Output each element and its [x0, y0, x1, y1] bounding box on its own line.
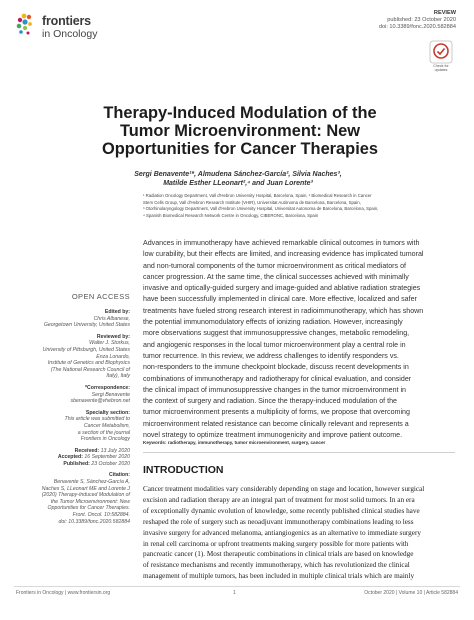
title-line: Opportunities for Cancer Therapies [102, 140, 378, 158]
footer-journal-link[interactable]: Frontiers in Oncology | www.frontiersin.org [16, 590, 111, 596]
abstract-line: Advances in immunotherapy have achieved remarkable clinical outcomes in tumors with [143, 239, 420, 247]
citation-line: (2020) Therapy-Induced Modulation of [41, 492, 130, 499]
abstract-line: cancer progression. At the same time, the clinical successes achieved with minimally [143, 272, 409, 281]
correspondence-email[interactable]: sbenavente@vhebron.net [70, 398, 130, 405]
frontiers-logo-icon [14, 12, 40, 38]
keywords-divider [143, 452, 455, 453]
intro-line: in renal cell carcinoma or upfront treatments making surgery possible for more patients with [143, 539, 409, 548]
abstract-line: non-responders to the immune checkpoint blockade, discuss recent developments in [143, 363, 409, 372]
footer-issue-info: October 2020 | Volume 10 | Article 582884 [364, 590, 458, 596]
correspondence-name: Sergi Benavente [91, 391, 130, 398]
reviewer-line: Enza Lonardo, [96, 353, 130, 360]
correspondence-info [20, 392, 130, 405]
reviewer-line: (The National Research Council of [50, 366, 130, 373]
received-row [20, 448, 130, 455]
reviewer-line: University of Pittsburgh, United States [42, 346, 130, 353]
abstract-line: invasive and optically-guided surgery and image-guided and ablative radiation strategies [143, 284, 421, 293]
edited-by-label: Edited by: [104, 309, 130, 315]
reviewed-by-label: Reviewed by: [96, 333, 130, 340]
specialty-line: This article was submitted to [64, 416, 130, 423]
journal-name: in Oncology [42, 28, 98, 40]
accepted-row [20, 454, 130, 461]
intro-line: of exceptionally dynamic evolution of knowledge, some recently published clinical studies have [143, 506, 420, 515]
accepted-date: 16 September 2020 [84, 454, 130, 461]
citation-line: the Tumor Microenvironment: New [50, 498, 130, 505]
article-type: REVIEW [433, 10, 456, 16]
reviewer-line: Walter J. Storkus, [89, 340, 130, 347]
editor-info [20, 316, 130, 329]
abstract-line: tumor recurrence. In this review, we address challenges to identify responders vs. [143, 351, 399, 360]
abstract-line: more observations suggest that immunosuppressive changes, metabolic remodeling, [143, 329, 410, 338]
published-row [20, 461, 130, 468]
specialty-info [20, 416, 130, 442]
abstract-line: tumor microenvironment presents a multiplicity of forms, we propose that overcoming [143, 408, 410, 417]
affiliation-line: ⁴ Spanish Biomedical Research Network Centre in Oncology, CIBERONC, Barcelona, Spain [143, 212, 319, 218]
intro-line: of resistance mechanisms and recently immunotherapy, which has revolutionized the clinical [143, 561, 410, 570]
published-date-side: 23 October 2020 [91, 460, 130, 467]
crossmark-icon [428, 40, 454, 64]
introduction-body [143, 484, 455, 582]
reviewer-info [20, 340, 130, 380]
citation-line: Benavente S, Sánchez-García A, [53, 479, 130, 486]
abstract-line: and angiogenic responses in the local tumor microenvironment play a central role in [143, 340, 406, 349]
published-label: Published: [63, 460, 90, 467]
reviewer-line: Institute of Genetics and Biophysics [47, 360, 130, 367]
citation-line: Front. Oncol. 10:582884. [72, 512, 130, 519]
journal-logo[interactable] [14, 12, 134, 42]
crossmark-badge[interactable] [428, 40, 454, 72]
dates [20, 448, 130, 468]
abstract-line: the clinical impact of immunosuppressive changes in the tumor microenvironment in [143, 385, 406, 394]
received-date: 13 July 2020 [100, 447, 130, 454]
reviewer-line: Italy), Italy [106, 373, 130, 380]
abstract-line: the context of surgery and radiation. Since the therapy-induced modulation of the [143, 397, 397, 406]
citation-line: Naches S, LLeonart ME and Lorente J [41, 485, 130, 492]
abstract-line: and non-tumoral components of the tumor microenvironment as critical mediators of [143, 261, 406, 270]
affiliation-line: ³ Otorhinolaryngology Department, Vall d'Hebron University Hospital, Universitat Autonoma de Barcelona, Barcelona, Spain, [143, 206, 379, 212]
author-line[interactable]: Matilde Esther LLeonart²,⁴ and Juan Lorente³ [163, 180, 313, 187]
abstract [143, 238, 453, 441]
citation-label: Citation: [108, 472, 130, 479]
title-line: Therapy-Induced Modulation of the [103, 104, 377, 122]
accepted-label: Accepted: [57, 454, 83, 461]
received-label: Received: [74, 447, 100, 454]
article-doi[interactable]: doi: 10.3389/fonc.2020.582884 [378, 24, 456, 30]
article-sidebar [20, 292, 130, 530]
specialty-line: Cancer Metabolism, [83, 422, 130, 429]
abstract-line: have been successfully implemented in clinical care. More effective, localized and safer [143, 295, 417, 304]
author-line[interactable]: Sergi Benavente¹*, Almudena Sánchez-García², Silvia Naches³, [134, 171, 342, 178]
article-meta [379, 10, 456, 31]
abstract-line: microenvironment related resistance can become clinically relevant and represents a [143, 419, 409, 428]
keywords-label: Keywords: [143, 440, 167, 445]
specialty-line: Frontiers in Oncology [80, 436, 130, 443]
brand-name: frontiers [42, 14, 91, 28]
affiliation-line: ¹ Radiation Oncology Department, Vall d'Hebron University Hospital, Barcelona, Spain, ² Biomedical Research in Cancer [143, 193, 372, 198]
affiliation-line: Stem Cells Group, Vall d'Hebron Research Institute (VHIR), Universitat Autònoma de Barcelona, Barcelona, Spain, [143, 199, 361, 205]
intro-line: pancreatic cancer (1). Most therapeutic combinations in clinical trials are based on knowledge [143, 550, 414, 559]
abstract-line: the potential immunomodulatory effects of ionizing radiation. However, increasingly [143, 318, 403, 327]
abstract-line: low curability, but their effects are limited, and increasing evidence has implicated tumoral [143, 250, 424, 259]
abstract-line: novel strategy to optimize treatment immunogenicity and improve patient outcome. [143, 431, 403, 440]
abstract-line: combinations of immunotherapy and radiotherapy for clinical evaluation, and consider [143, 374, 412, 383]
specialty-line: a section of the journal [77, 429, 130, 436]
author-list [68, 170, 408, 188]
intro-line: invasive surgery for advanced melanoma, antiangiogenics as an alternative to immediate surgery [143, 528, 421, 537]
article-title [80, 104, 400, 158]
citation-doi[interactable]: doi: 10.3389/fonc.2020.582884 [58, 518, 130, 525]
specialty-label: Specialty section: [85, 409, 130, 416]
citation-info [20, 479, 130, 525]
abstract-line: treatments have fueled strong research interest in radioimmunotherapy, which has shown [143, 306, 424, 315]
affiliations [143, 193, 463, 219]
published-date: published: 23 October 2020 [387, 17, 456, 23]
introduction-heading: INTRODUCTION [143, 464, 224, 476]
intro-line: reshaped the role of surgery such as neoadjuvant immunotherapy combinations leading to less [143, 517, 414, 526]
editor-line: Chris Albanese, [93, 315, 130, 322]
keywords [143, 440, 453, 445]
page-number: 1 [233, 590, 236, 596]
open-access-label: OPEN ACCESS [71, 292, 130, 301]
citation-line: Opportunities for Cancer Therapies. [47, 505, 130, 512]
editor-line: Georgetown University, United States [43, 322, 130, 329]
footer-divider [14, 586, 460, 587]
intro-line: management of multiple tumors, has been included in multiple clinical trials which are mainly [143, 572, 415, 581]
intro-line: excision and radiation therapy are an integral part of treatment for most solid tumors. In an era [143, 495, 415, 504]
correspondence-label: *Correspondence: [85, 384, 130, 391]
crossmark-label: Check for updates [433, 64, 449, 72]
title-line: Tumor Microenvironment: New [119, 122, 361, 140]
keywords-list: radiotherapy, immunotherapy, tumor microenvironment, surgery, cancer [167, 440, 326, 445]
intro-line: Cancer treatment modalities vary considerably depending on stage and location, however surgical [143, 485, 425, 493]
